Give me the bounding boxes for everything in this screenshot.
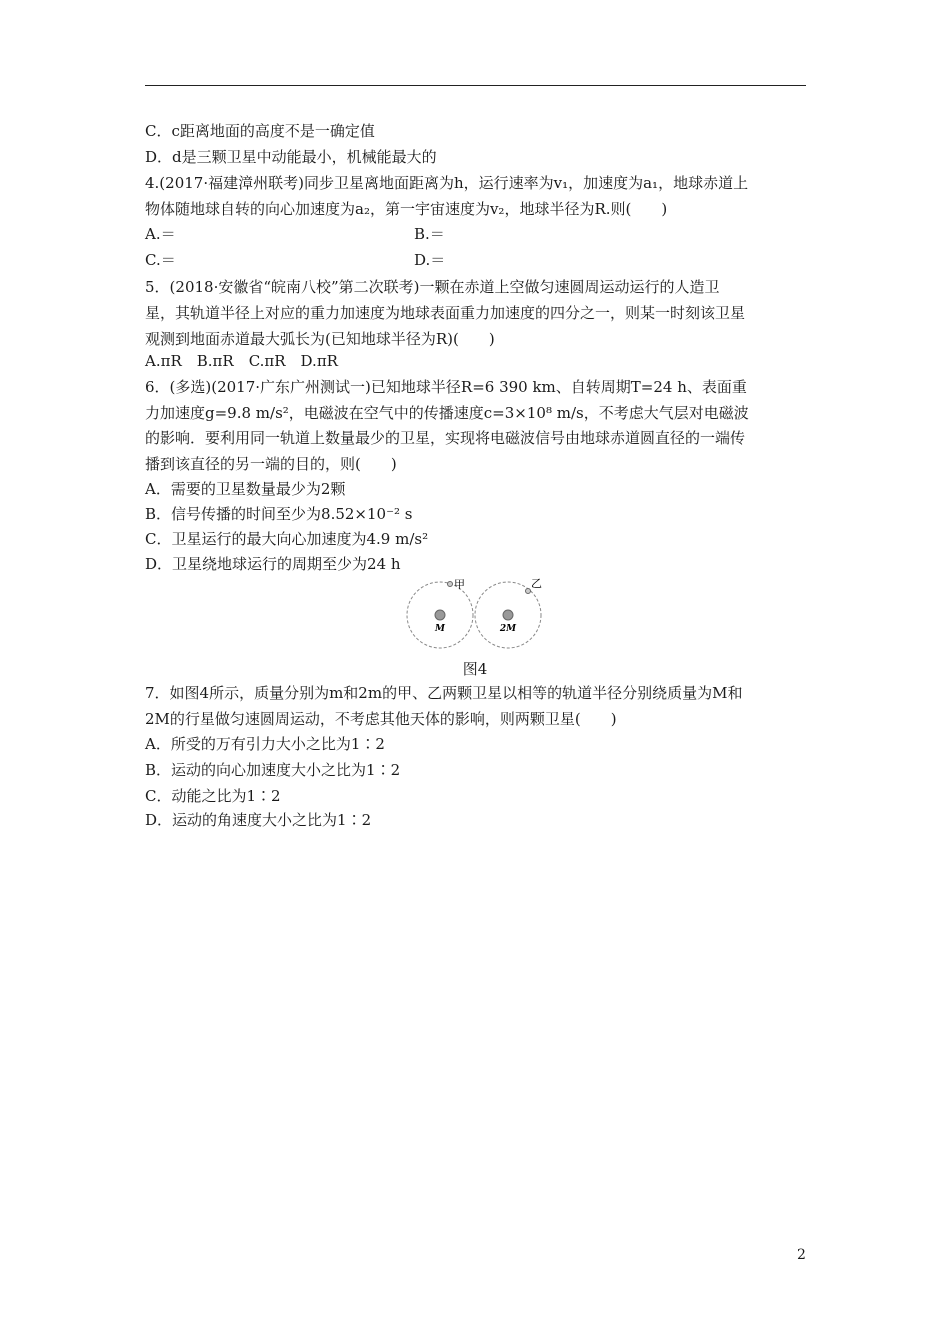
figure-4-orbits [400,575,550,657]
q7-stem-line2: 2M的行星做匀速圆周运动，不考虑其他天体的影响，则两颗卫星( ) [145,710,617,728]
q5-stem-line2: 星，其轨道半径上对应的重力加速度为地球表面重力加速度的四分之一，则某一时刻该卫星 [145,304,746,322]
q4-option-c: C.＝ [145,251,176,269]
q4-stem-line2: 物体随地球自转的向心加速度为a₂，第一宇宙速度为v₂，地球半径为R.则( ) [145,200,668,218]
q3-option-d: D．d是三颗卫星中动能最小，机械能最大的 [145,148,437,166]
q5-stem-line3: 观测到地面赤道最大弧长为(已知地球半径为R)( ) [145,330,495,348]
q4-stem-line1: 4.(2017·福建漳州联考)同步卫星离地面距离为h，运行速率为v₁，加速度为a₁，地球赤道上 [145,174,749,192]
q4-option-d: D.＝ [414,251,446,269]
q6-option-a: A．需要的卫星数量最少为2颗 [145,480,346,498]
q6-stem-line3: 的影响．要利用同一轨道上数量最少的卫星，实现将电磁波信号由地球赤道圆直径的一端传 [145,429,746,447]
label-m: M [435,624,445,634]
q6-option-b: B．信号传播的时间至少为8.52×10⁻² s [145,505,413,523]
q4-option-b: B.＝ [414,225,445,243]
satellite-jia [448,582,453,587]
q5-options: A.πR B.πR C.πR D.πR [145,352,338,370]
satellite-yi [526,589,531,594]
planet-2m [503,610,513,620]
planet-m [435,610,445,620]
label-2m: 2M [499,624,517,634]
q7-option-d: D．运动的角速度大小之比为1∶2 [145,811,372,829]
q6-option-d: D．卫星绕地球运行的周期至少为24 h [145,555,401,573]
q6-stem-line4: 播到该直径的另一端的目的，则( ) [145,455,397,473]
figure-caption: 图4 [462,660,488,678]
q3-option-c: C．c距离地面的高度不是一确定值 [145,122,375,140]
q5-stem-line1: 5．(2018·安徽省“皖南八校”第二次联考)一颗在赤道上空做匀速圆周运动运行的人造卫 [145,278,720,296]
label-jia: 甲 [454,578,465,591]
q7-option-b: B．运动的向心加速度大小之比为1∶2 [145,761,401,779]
q7-stem-line1: 7．如图4所示，质量分别为m和2m的甲、乙两颗卫星以相等的轨道半径分别绕质量为M和 [145,684,743,702]
q7-option-c: C．动能之比为1∶2 [145,787,281,805]
q7-option-a: A．所受的万有引力大小之比为1∶2 [145,735,385,753]
q6-stem-line1: 6．(多选)(2017·广东广州测试一)已知地球半径R=6 390 km、自转周期T=24 h、表面重 [145,378,747,396]
page-number: 2 [797,1247,806,1263]
label-yi: 乙 [531,577,542,590]
q6-stem-line2: 力加速度g=9.8 m/s²，电磁波在空气中的传播速度c=3×10⁸ m/s，不考虑大气层对电磁波 [145,404,749,422]
q4-option-a: A.＝ [145,225,176,243]
header-rule [145,85,806,86]
q6-option-c: C．卫星运行的最大向心加速度为4.9 m/s² [145,530,429,548]
